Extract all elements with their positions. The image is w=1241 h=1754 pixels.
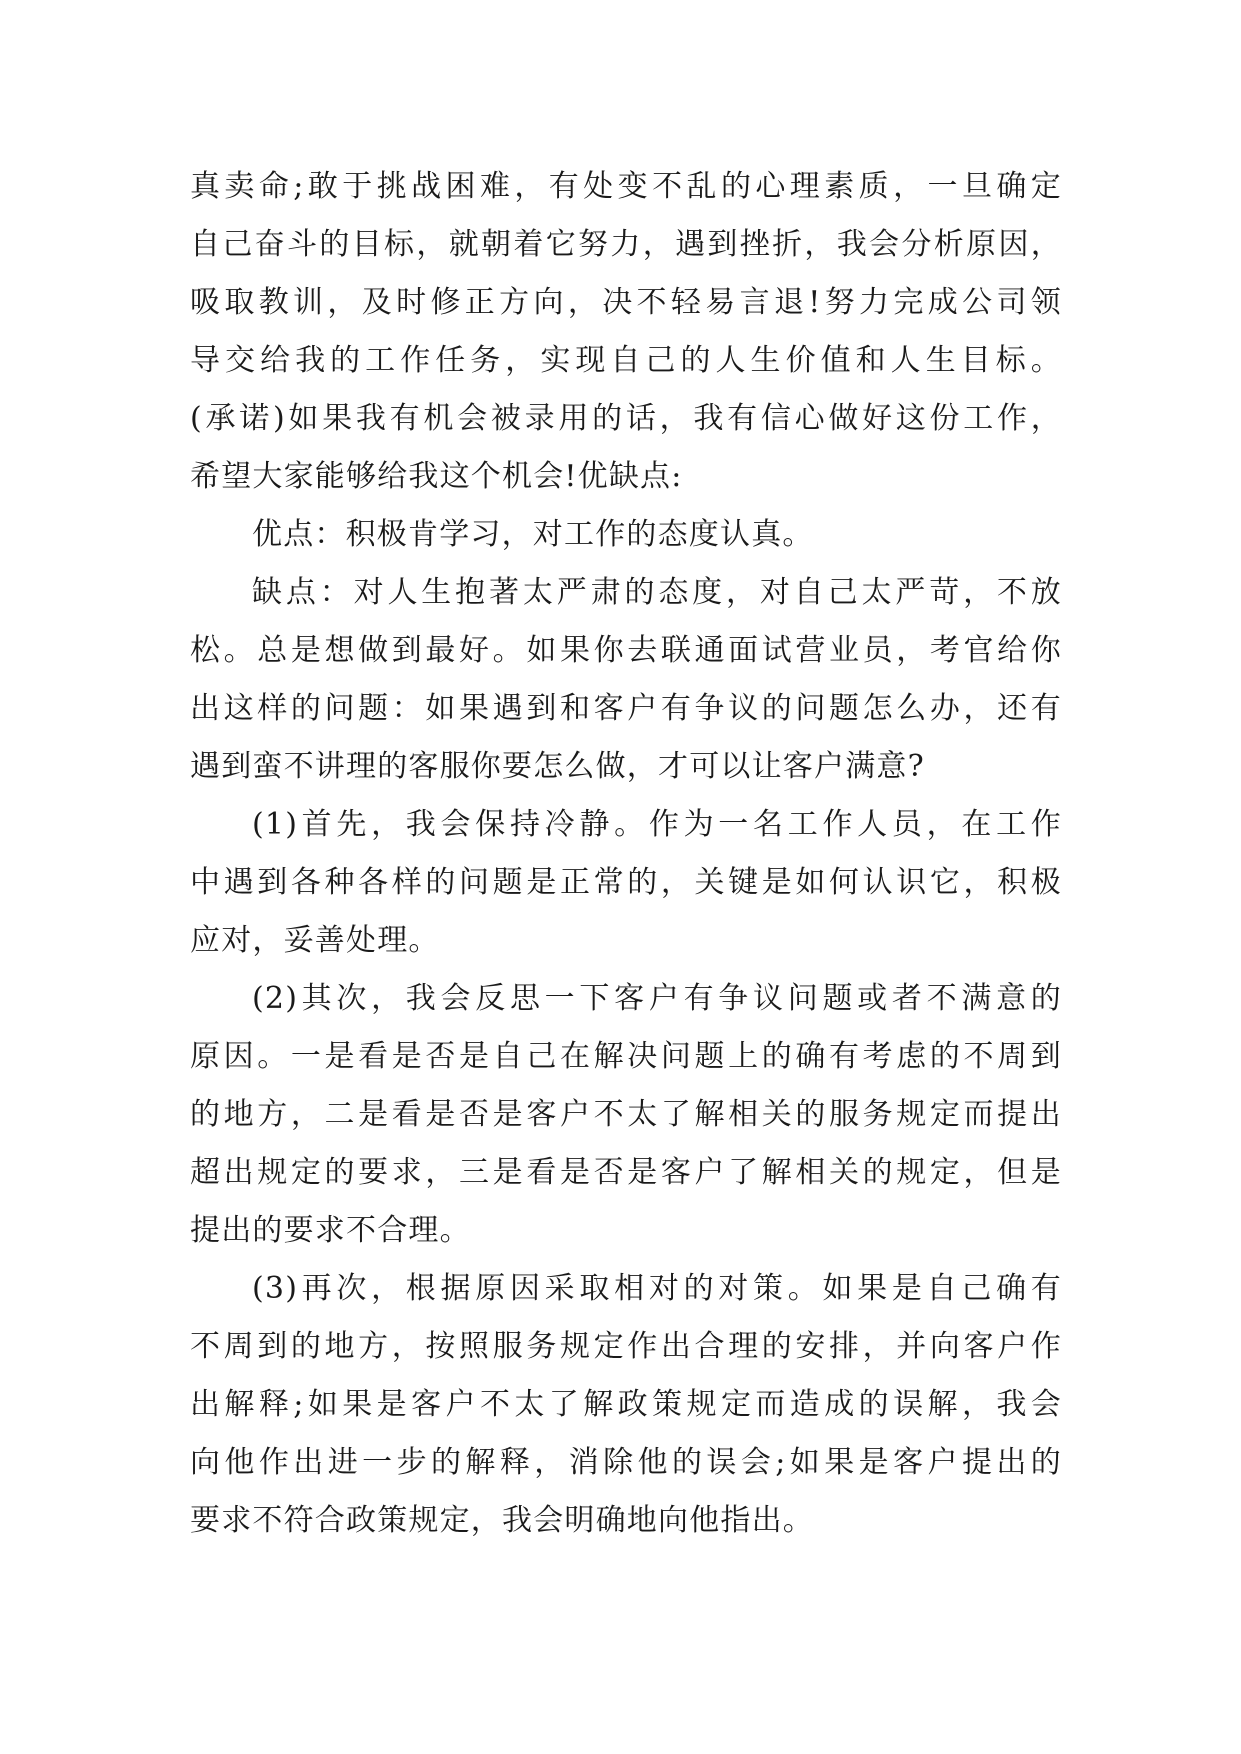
text-line: (2)其次，我会反思一下客户有争议问题或者不满意的 xyxy=(252,981,1062,1016)
text-line: 自己奋斗的目标，就朝着它努力，遇到挫折，我会分析原因， xyxy=(190,227,1062,262)
text-line: 导交给我的工作任务，实现自己的人生价值和人生目标。 xyxy=(190,343,1062,378)
text-line: 优点：积极肯学习，对工作的态度认真。 xyxy=(252,517,814,552)
text-line: (承诺)如果我有机会被录用的话，我有信心做好这份工作， xyxy=(190,401,1062,436)
text-line: 出解释;如果是客户不太了解政策规定而造成的误解，我会 xyxy=(190,1387,1062,1422)
text-line: 缺点：对人生抱著太严肃的态度，对自己太严苛，不放 xyxy=(252,575,1062,610)
text-line: 真卖命;敢于挑战困难，有处变不乱的心理素质，一旦确定 xyxy=(190,169,1062,204)
text-line: 超出规定的要求，三是看是否是客户了解相关的规定，但是 xyxy=(190,1155,1062,1190)
text-line: 原因。一是看是否是自己在解决问题上的确有考虑的不周到 xyxy=(190,1039,1062,1074)
text-line: 希望大家能够给我这个机会!优缺点: xyxy=(190,459,683,494)
text-line: 不周到的地方，按照服务规定作出合理的安排，并向客户作 xyxy=(190,1329,1062,1364)
text-line: 中遇到各种各样的问题是正常的，关键是如何认识它，积极 xyxy=(190,865,1062,900)
text-line: 向他作出进一步的解释，消除他的误会;如果是客户提出的 xyxy=(190,1445,1062,1480)
text-line: 吸取教训，及时修正方向，决不轻易言退!努力完成公司领 xyxy=(190,285,1062,320)
document-body xyxy=(190,158,1062,1550)
text-line: 松。总是想做到最好。如果你去联通面试营业员，考官给你 xyxy=(190,633,1062,668)
text-line: 出这样的问题：如果遇到和客户有争议的问题怎么办，还有 xyxy=(190,691,1062,726)
text-line: 要求不符合政策规定，我会明确地向他指出。 xyxy=(190,1503,814,1538)
text-line: 的地方，二是看是否是客户不太了解相关的服务规定而提出 xyxy=(190,1097,1062,1132)
text-line: (3)再次，根据原因采取相对的对策。如果是自己确有 xyxy=(252,1271,1062,1306)
text-line: (1)首先，我会保持冷静。作为一名工作人员，在工作 xyxy=(252,807,1062,842)
text-line: 提出的要求不合理。 xyxy=(190,1213,471,1248)
text-line: 应对，妥善处理。 xyxy=(190,923,440,958)
text-line: 遇到蛮不讲理的客服你要怎么做，才可以让客户满意? xyxy=(190,749,925,784)
